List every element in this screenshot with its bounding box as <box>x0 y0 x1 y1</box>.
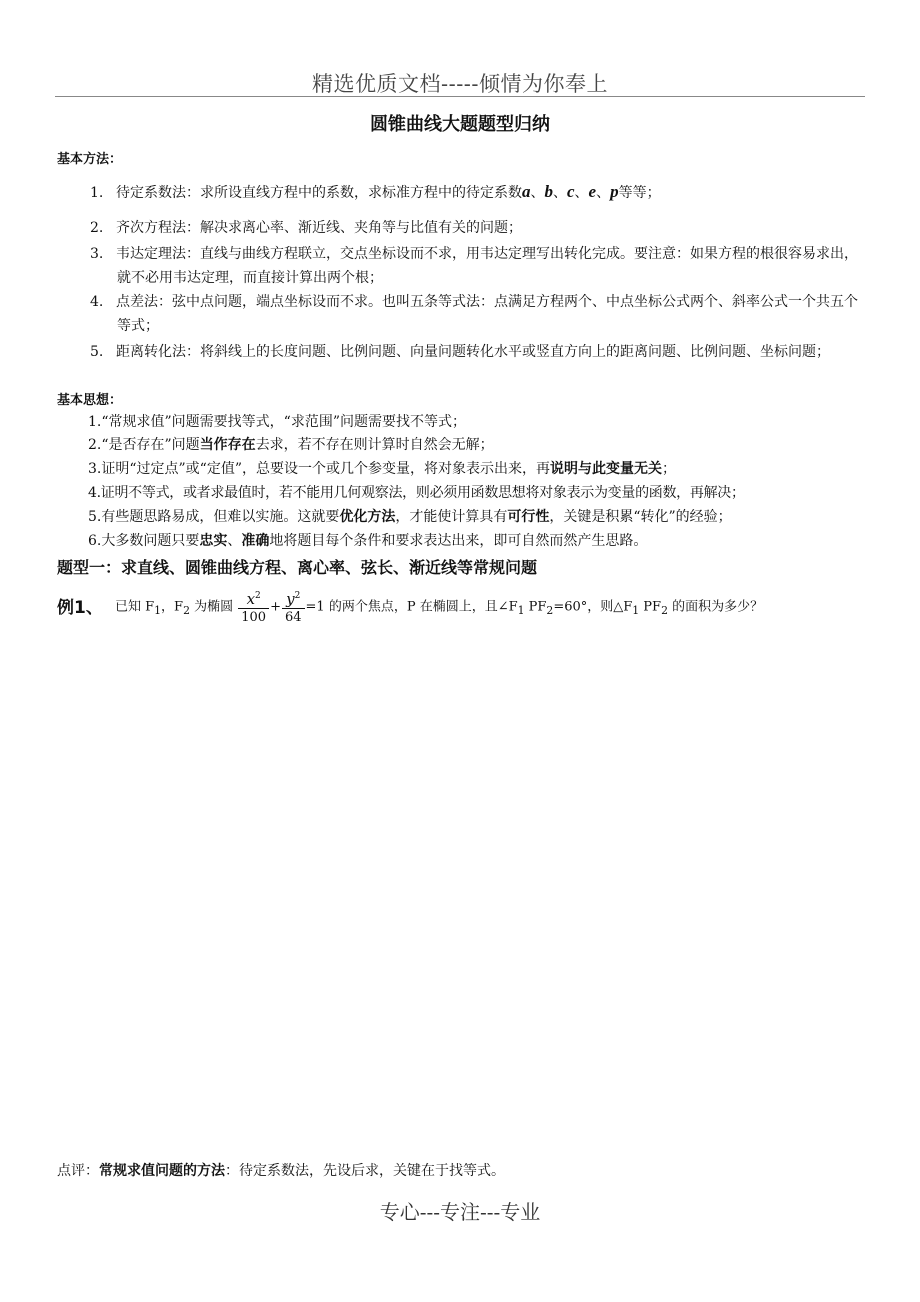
method-item-5 <box>90 340 865 364</box>
item-text: 韦达定理法：直线与曲线方程联立，交点坐标设而不求，用韦达定理写出转化完成。要注意：如果方程的根很容易求出，就不必用韦达定理，而直接计算出两个根； <box>116 246 858 286</box>
separator: 、 <box>530 185 545 201</box>
item-text-end: ，关键是积累“转化”的经验； <box>549 509 732 525</box>
header-divider <box>55 96 865 97</box>
subscript: 1 <box>154 604 162 618</box>
method-item-1 <box>90 180 865 205</box>
method-item-3 <box>90 242 865 290</box>
method-item-2 <box>90 216 865 240</box>
numerator: x <box>246 590 256 608</box>
item-number: 2. <box>88 437 102 453</box>
item-number: 4. <box>88 485 101 501</box>
emphasis-text: 说明与此变量无关 <box>550 461 662 477</box>
item-text: 距离转化法：将斜线上的长度问题、比例问题、向量问题转化水平或竖直方向上的距离问题、比例问题、坐标问题； <box>116 344 830 360</box>
item-number: 5. <box>88 509 102 525</box>
emphasis-text: 当作存在 <box>199 437 256 453</box>
emphasis-text: 优化方法 <box>339 509 396 525</box>
document-title: 圆锥曲线大题题型归纳 <box>370 114 550 135</box>
item-text: 、 <box>227 533 242 549</box>
item-number: 2. <box>90 220 104 236</box>
var-p: p <box>610 182 619 201</box>
exponent: 2 <box>294 591 301 601</box>
fraction-y-squared <box>282 587 305 627</box>
example-text: PF <box>524 599 547 615</box>
fraction-x-squared <box>238 587 269 627</box>
item-text: 大多数问题只要 <box>101 533 200 549</box>
item-text-end: ； <box>662 461 676 477</box>
idea-item-5 <box>88 506 868 529</box>
basic-methods-heading: 基本方法： <box>57 152 123 167</box>
idea-item-6 <box>88 530 868 553</box>
separator: 、 <box>574 185 589 201</box>
separator: 、 <box>553 185 567 201</box>
denominator: 64 <box>284 610 302 625</box>
item-text: 有些题思路易成，但难以实施。这就要 <box>101 509 340 525</box>
subscript: 1 <box>632 604 640 618</box>
item-number: 3. <box>90 246 104 262</box>
example-1-text <box>115 587 763 629</box>
emphasis-text: 忠实 <box>199 533 228 549</box>
item-text: “是否存在”问题 <box>101 437 200 453</box>
var-c: c <box>567 182 575 201</box>
item-number: 4. <box>90 294 104 310</box>
item-number: 1. <box>90 185 104 201</box>
method-item-4 <box>90 290 865 338</box>
idea-item-1 <box>88 411 868 434</box>
item-text: 待定系数法：求所设直线方程中的系数，求标准方程中的待定系数 <box>116 185 522 201</box>
item-text: 齐次方程法：解决求离心率、渐近线、夹角等与比值有关的问题； <box>116 220 522 236</box>
numerator: y <box>286 590 295 608</box>
emphasis-text: 准确 <box>241 533 270 549</box>
plus-sign: + <box>270 599 281 615</box>
item-text: 点差法：弦中点问题，端点坐标设而不求。也叫五条等式法：点满足方程两个、中点坐标公式两个、斜率公式一个共五个等式； <box>116 294 858 334</box>
subscript: 1 <box>517 604 525 618</box>
comment-emphasis: 常规求值问题的方法 <box>99 1163 225 1179</box>
comment-prefix: 点评： <box>57 1163 99 1179</box>
var-a: a <box>522 182 531 201</box>
example-text: 已知 F <box>115 599 155 615</box>
example-text: ，F <box>161 599 184 615</box>
item-text: 证明不等式，或者求最值时，若不能用几何观察法，则必须用函数思想将对象表示为变量的函数，再解决； <box>100 485 745 501</box>
denominator: 100 <box>241 610 267 625</box>
item-text-end: 等等； <box>618 185 661 201</box>
item-number: 3. <box>88 461 102 477</box>
page-header: 精选优质文档-----倾情为你奉上 <box>312 72 608 96</box>
item-text: “常规求值”问题需要找等式，“求范围”问题需要找不等式； <box>101 414 466 430</box>
item-number: 1. <box>88 414 102 430</box>
idea-item-2 <box>88 434 868 457</box>
var-b: b <box>544 182 553 201</box>
example-1-label: 例1、 <box>57 598 103 618</box>
emphasis-text: 可行性 <box>507 509 550 525</box>
example-text: PF <box>639 599 662 615</box>
separator: 、 <box>596 185 611 201</box>
item-text: 证明“过定点”或“定值”，总要设一个或几个参变量，将对象表示出来，再 <box>101 461 550 477</box>
idea-item-4 <box>88 482 868 505</box>
example-text: 为椭圆 <box>189 599 234 615</box>
item-text-end: 去求，若不存在则计算时自然会无解； <box>255 437 494 453</box>
example-text: =60°，则△F <box>553 599 633 615</box>
exponent: 2 <box>255 591 261 601</box>
comment-line <box>57 1160 505 1180</box>
item-text-end: 地将题目每个条件和要求表达出来，即可自然而然产生思路。 <box>269 533 648 549</box>
subscript: 2 <box>661 604 668 618</box>
subscript: 2 <box>546 604 554 618</box>
basic-ideas-heading: 基本思想： <box>57 393 123 408</box>
subscript: 2 <box>183 604 190 618</box>
item-number: 5. <box>90 344 104 360</box>
item-number: 6. <box>88 533 102 549</box>
idea-item-3 <box>88 458 868 481</box>
page-footer: 专心---专注---专业 <box>379 1200 541 1224</box>
type-one-title: 题型一：求直线、圆锥曲线方程、离心率、弦长、渐近线等常规问题 <box>57 558 538 577</box>
item-text: ，才能使计算具有 <box>395 509 508 525</box>
example-text: =1 的两个焦点，P 在椭圆上，且∠F <box>305 599 518 615</box>
var-e: e <box>588 182 597 201</box>
comment-text: ：待定系数法，先设后求，关键在于找等式。 <box>225 1163 505 1179</box>
example-text: 的面积为多少？ <box>667 599 764 615</box>
